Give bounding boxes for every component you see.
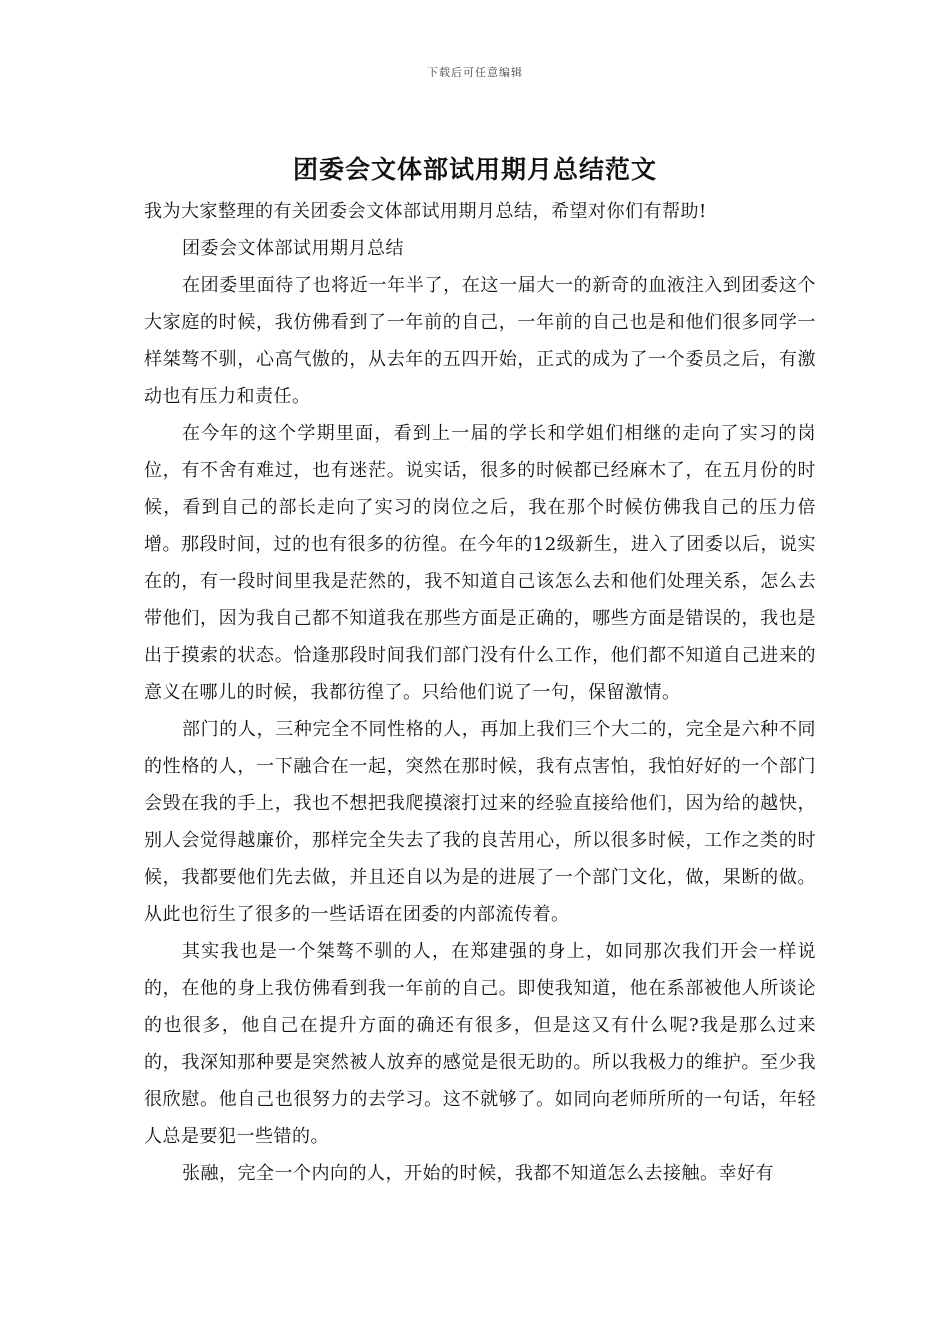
body-paragraph: 在团委里面待了也将近一年半了，在这一届大一的新奇的血液注入到团委这个大家庭的时候，我仿佛看到了一年前的自己，一年前的自己也是和他们很多同学一样桀骜不驯，心高气傲的，从去年的五四开始，正式的成为了一个委员之后，有激动也有压力和责任。 [144, 275, 816, 407]
intro-paragraph: 我为大家整理的有关团委会文体部试用期月总结，希望对你们有帮助! [144, 201, 707, 222]
body-paragraph: 其实我也是一个桀骜不驯的人，在郑建强的身上，如同那次我们开会一样说的，在他的身上我仿佛看到我一年前的自己。即使我知道，他在系部被他人所谈论的也很多，他自己在提升方面的确还有很多，但是这又有什么呢?我是那么过来的，我深知那种要是突然被人放弃的感觉是很无助的。所以我极力的维护。至少我很欣慰。他自己也很努力的去学习。这不就够了。如同向老师所所的一句话，年轻人总是要犯一些错的。 [144, 941, 816, 1147]
body-paragraph: 在今年的这个学期里面，看到上一届的学长和学姐们相继的走向了实习的岗位，有不舍有难过，也有迷茫。说实话，很多的时候都已经麻木了，在五月份的时候，看到自己的部长走向了实习的岗位之后，我在那个时候仿佛我自己的压力倍增。那段时间，过的也有很多的彷徨。在今年的12级新生，进入了团委以后，说实在的，有一段时间里我是茫然的，我不知道自己该怎么去和他们处理关系，怎么去带他们，因为我自己都不知道我在那些方面是正确的，哪些方面是错误的，我也是出于摸索的状态。恰逢那段时间我们部门没有什么工作，他们都不知道自己进来的意义在哪儿的时候，我都彷徨了。只给他们说了一句，保留激情。 [144, 423, 816, 703]
section-subtitle: 团委会文体部试用期月总结 [182, 238, 404, 259]
document-body [144, 193, 816, 1192]
document-title: 团委会文体部试用期月总结范文 [292, 155, 657, 184]
header-note: 下载后可任意编辑 [427, 66, 523, 79]
body-paragraph: 张融，完全一个内向的人，开始的时候，我都不知道怎么去接触。幸好有 [182, 1163, 774, 1184]
body-paragraph: 部门的人，三种完全不同性格的人，再加上我们三个大二的，完全是六种不同的性格的人，一下融合在一起，突然在那时候，我有点害怕，我怕好好的一个部门会毁在我的手上，我也不想把我爬摸滚打过来的经验直接给他们，因为给的越快，别人会觉得越廉价，那样完全失去了我的良苦用心，所以很多时候，工作之类的时候，我都要他们先去做，并且还自以为是的进展了一个部门文化，做，果断的做。从此也衍生了很多的一些话语在团委的内部流传着。 [144, 719, 816, 925]
